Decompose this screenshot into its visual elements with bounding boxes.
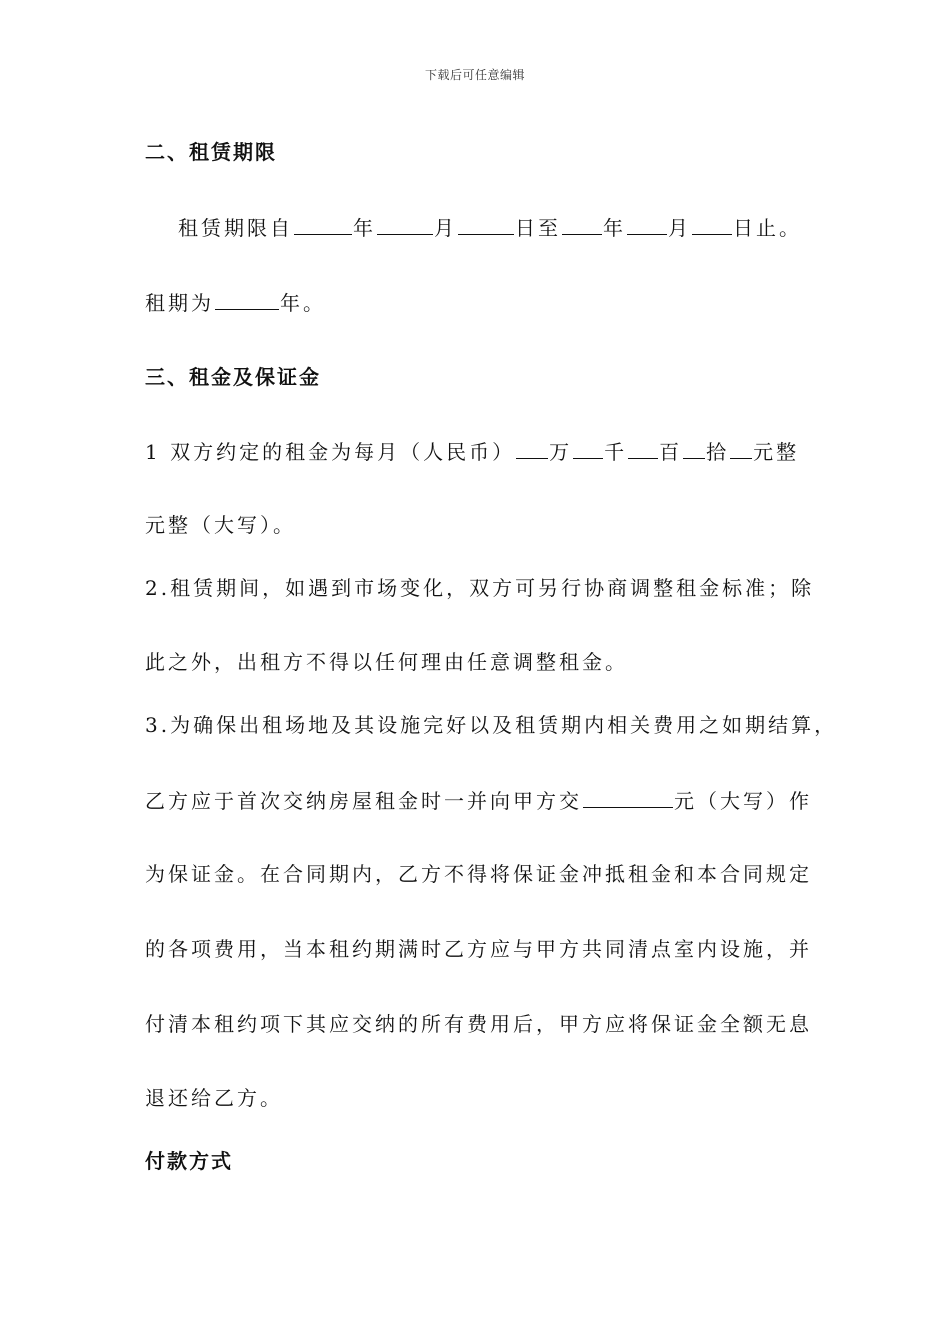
rent-qian-label: 千 [604, 440, 628, 464]
start-day-label: 日至 [515, 216, 561, 240]
rent-amount-line [145, 436, 799, 467]
start-year-blank[interactable] [294, 212, 352, 235]
deposit-line2-suffix: 元（大写）作 [674, 789, 812, 813]
rent-shi-blank[interactable] [683, 436, 705, 459]
section-title-lease-term: 二、租赁期限 [145, 140, 277, 164]
rent-qian-blank[interactable] [573, 436, 603, 459]
rent-amount-prefix: 1 双方约定的租金为每月（人民币） [145, 440, 516, 464]
deposit-line4: 的各项费用，当本租约期满时乙方应与甲方共同清点室内设施，并 [145, 937, 812, 961]
section-title-payment-method: 付款方式 [145, 1149, 233, 1173]
rent-wan-label: 万 [549, 440, 573, 464]
end-month-blank[interactable] [627, 212, 667, 235]
deposit-line5: 付清本租约项下其应交纳的所有费用后，甲方应将保证金全额无息 [145, 1012, 812, 1036]
lease-period-line [178, 212, 802, 243]
lease-term-suffix: 年。 [280, 291, 326, 315]
rent-yuan-label: 元整 [753, 440, 800, 464]
deposit-line3: 为保证金。在合同期内，乙方不得将保证金冲抵租金和本合同规定 [145, 862, 812, 886]
deposit-line6: 退还给乙方。 [145, 1086, 283, 1110]
end-day-label: 日止。 [733, 216, 802, 240]
rent-bai-blank[interactable] [628, 436, 658, 459]
end-year-blank[interactable] [562, 212, 602, 235]
start-month-blank[interactable] [377, 212, 433, 235]
rent-adjust-line1: 2.租赁期间，如遇到市场变化，双方可另行协商调整租金标准；除 [145, 576, 815, 600]
end-month-label: 月 [668, 216, 691, 240]
rent-adjust-line2: 此之外，出租方不得以任何理由任意调整租金。 [145, 650, 628, 674]
rent-shi-label: 拾 [706, 440, 730, 464]
rent-yuan-blank[interactable] [730, 436, 752, 459]
lease-term-line [145, 287, 326, 318]
deposit-line2-prefix: 乙方应于首次交纳房屋租金时一并向甲方交 [145, 789, 582, 813]
lease-term-prefix: 租期为 [145, 291, 214, 315]
lease-period-prefix: 租赁期限自 [178, 216, 293, 240]
end-day-blank[interactable] [692, 212, 732, 235]
rent-bai-label: 百 [659, 440, 683, 464]
start-day-blank[interactable] [458, 212, 514, 235]
rent-amount-line2: 元整（大写）。 [145, 513, 296, 537]
start-month-label: 月 [434, 216, 457, 240]
deposit-line2 [145, 785, 812, 816]
page-header: 下载后可任意编辑 [424, 68, 525, 82]
rent-wan-blank[interactable] [516, 436, 548, 459]
deposit-amount-blank[interactable] [583, 785, 673, 808]
start-year-label: 年 [353, 216, 376, 240]
section-title-rent-deposit: 三、租金及保证金 [145, 365, 321, 389]
end-year-label: 年 [603, 216, 626, 240]
lease-term-years-blank[interactable] [215, 287, 279, 310]
deposit-line1: 3.为确保出租场地及其设施完好以及租赁期内相关费用之如期结算， [145, 713, 838, 737]
